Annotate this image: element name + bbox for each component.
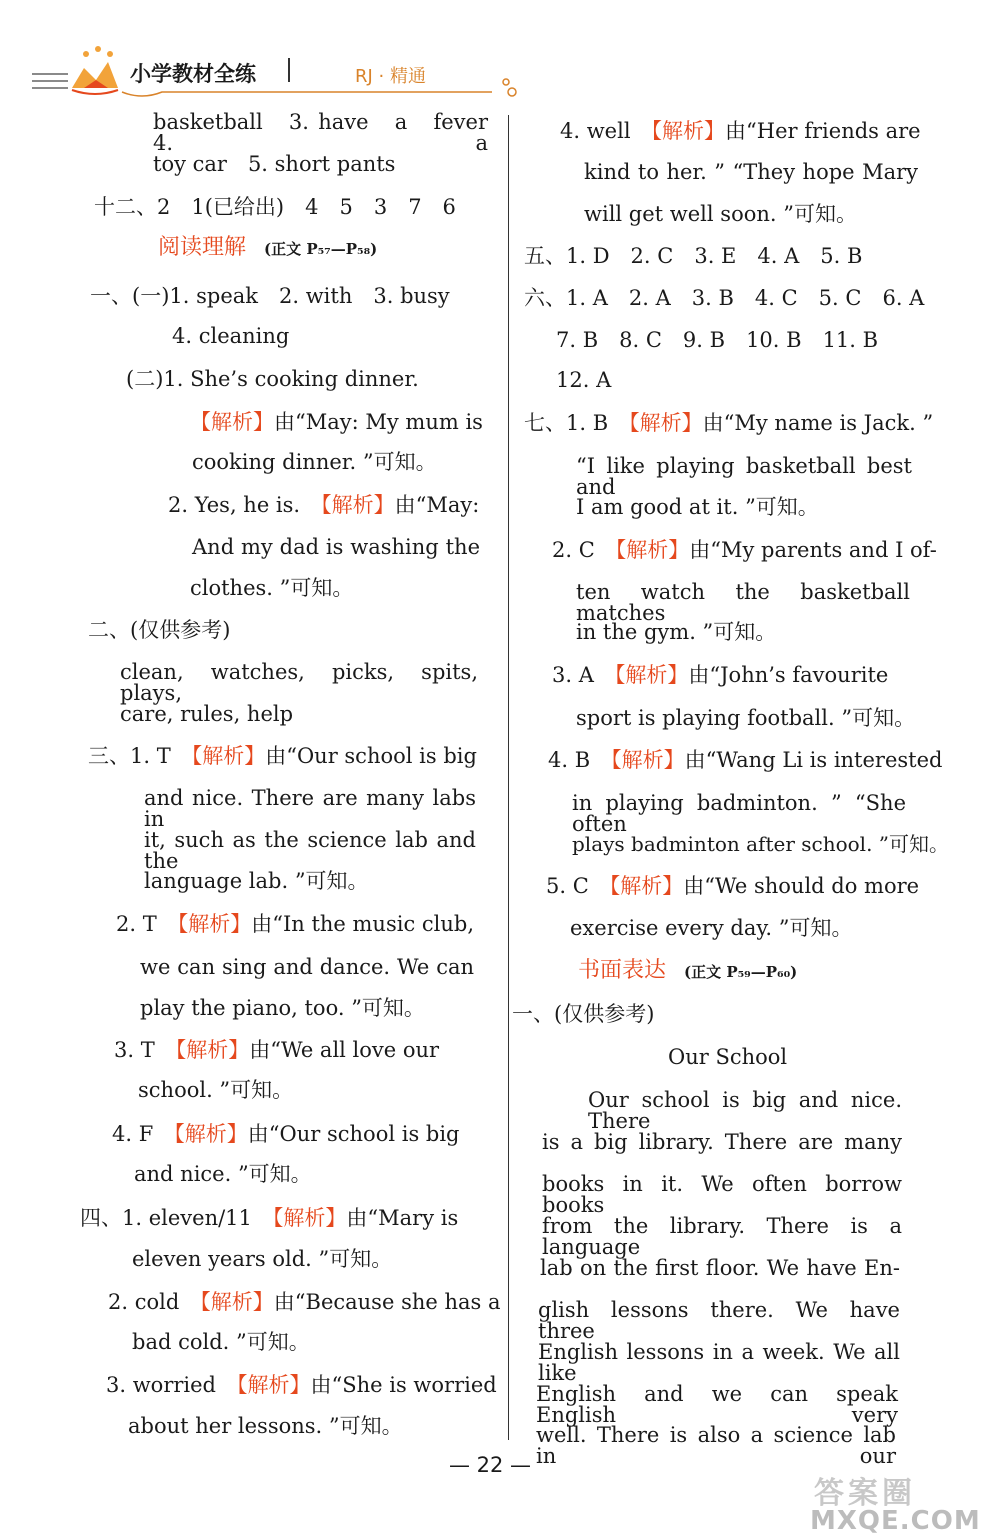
- answer-line: care, rules, help: [120, 702, 294, 726]
- explanation-text: 由“My name is Jack. ”: [702, 411, 934, 435]
- answer-line: [80, 1208, 458, 1229]
- answer-line: [168, 495, 479, 516]
- section-title: 阅读理解: [158, 235, 247, 260]
- answer-line: 二、(仅供参考): [88, 618, 231, 642]
- header-rule: [22, 40, 522, 110]
- explanation-line: bad cold. ”可知。: [132, 1330, 310, 1354]
- watermark-logo: 答案圈: [814, 1476, 916, 1511]
- essay-line: from the library. There is a language: [542, 1214, 902, 1259]
- answer-line: (二)1. She’s cooking dinner.: [126, 367, 419, 391]
- explanation-text: 由“Wang Li is interested: [684, 748, 943, 772]
- section-heading-writing: [578, 960, 797, 982]
- explanation-line: language lab. ”可知。: [144, 869, 369, 893]
- explanation-line: plays badminton after school. ”可知。: [572, 832, 950, 856]
- explanation-line: I am good at it. ”可知。: [576, 495, 819, 519]
- explanation-line: and nice. There are many labs in: [144, 786, 476, 831]
- answer-line: basketball 3. have a fever 4. a: [153, 110, 509, 155]
- essay-title: Our School: [668, 1045, 788, 1069]
- explanation-text: 由“Our school is big: [247, 1122, 460, 1146]
- explanation-line: it, such as the science lab and the: [144, 828, 476, 873]
- answer-text: 3. worried: [106, 1373, 216, 1397]
- answer-line: 7. B 8. C 9. B 10. B 11. B: [556, 328, 879, 352]
- answer-line: [106, 1375, 497, 1396]
- section-page-ref: (正文 P₅₉—P₆₀): [684, 963, 798, 981]
- explanation-text: 由“My parents and I of-: [689, 538, 937, 562]
- explanation-line: exercise every day. ”可知。: [570, 916, 853, 940]
- section-title: 书面表达: [578, 958, 667, 983]
- essay-line: English and we can speak English very: [536, 1382, 898, 1427]
- answer-line: clean, watches, picks, spits, plays,: [120, 660, 478, 705]
- explanation-line: play the piano, too. ”可知。: [140, 996, 425, 1020]
- analysis-tag: 【解析】: [174, 1122, 248, 1146]
- analysis-tag: 【解析】: [191, 744, 266, 768]
- analysis-tag: 【解析】: [272, 1206, 347, 1230]
- explanation-text: 由“Because she has a: [273, 1290, 501, 1314]
- answer-line: 十二、2 1(已给出) 4 5 3 7 6: [94, 195, 456, 219]
- answer-line: [116, 914, 474, 935]
- explanation-line: “I like playing basketball best and: [576, 454, 912, 499]
- explanation-line: sport is playing football. ”可知。: [576, 706, 916, 730]
- explanation-text: 由“John’s favourite: [688, 663, 889, 687]
- analysis-tag: 【解析】: [175, 1038, 250, 1062]
- explanation-line: ten watch the basketball matches: [576, 580, 910, 625]
- explanation-text: 由“She is worried: [310, 1373, 497, 1397]
- page-number: — 22 —: [448, 1453, 532, 1477]
- explanation-text: 由“May:: [394, 493, 480, 517]
- answer-text: 4. B: [548, 748, 591, 772]
- essay-line: Our school is big and nice. There: [588, 1088, 902, 1133]
- answer-text: 4. F: [112, 1122, 154, 1146]
- answer-line: [546, 876, 919, 897]
- explanation-text: 由“May: My mum is: [274, 410, 483, 434]
- analysis-tag: 【解析】: [200, 1290, 274, 1314]
- column-divider: [508, 115, 509, 1440]
- book-title: 小学教材全练: [130, 62, 256, 86]
- explanation-line: cooking dinner. ”可知。: [192, 450, 437, 474]
- analysis-tag: 【解析】: [321, 493, 395, 517]
- answer-line: 4. cleaning: [172, 324, 290, 348]
- answer-text: 2. T: [116, 912, 157, 936]
- answer-line: 12. A: [556, 368, 612, 392]
- analysis-tag: 【解析】: [611, 748, 685, 772]
- explanation-line: kind to her. ” “They hope Mary: [584, 160, 918, 184]
- explanation-line: and nice. ”可知。: [134, 1162, 312, 1186]
- analysis-tag: 【解析】: [629, 411, 703, 435]
- explanation-line: we can sing and dance. We can: [140, 955, 474, 979]
- explanation-line: will get well soon. ”可知。: [584, 202, 857, 226]
- essay-line: is a big library. There are many: [542, 1130, 902, 1154]
- watermark-text: MXQE.COM: [810, 1506, 981, 1536]
- answer-line: [524, 413, 933, 434]
- answer-line: [552, 540, 937, 561]
- explanation-text: 由“We all love our: [249, 1038, 440, 1062]
- answer-text: 2. Yes, he is.: [168, 493, 301, 517]
- answer-text: 5. C: [546, 874, 589, 898]
- explanation-text: 由“Her friends are: [725, 119, 921, 143]
- explanation-line: in the gym. ”可知。: [576, 620, 777, 644]
- analysis-tag: 【解析】: [609, 874, 684, 898]
- essay-line: lab on the first floor. We have En-: [540, 1256, 900, 1280]
- answer-line: 六、1. A 2. A 3. B 4. C 5. C 6. A: [524, 286, 925, 310]
- explanation-line: clothes. ”可知。: [190, 576, 354, 600]
- essay-line: well. There is also a science lab in our: [536, 1423, 896, 1468]
- answer-text: 七、1. B: [524, 411, 609, 435]
- section-page-ref: (正文 P₅₇—P₅₈): [264, 240, 378, 258]
- answer-line: [548, 750, 942, 771]
- explanation-line: [190, 412, 483, 433]
- answer-line: [552, 665, 888, 686]
- watermark: [800, 1468, 981, 1536]
- explanation-text: 由“Mary is: [346, 1206, 459, 1230]
- analysis-tag: 【解析】: [615, 538, 690, 562]
- answer-line: [112, 1124, 460, 1145]
- answer-line: [108, 1292, 501, 1313]
- analysis-tag: 【解析】: [614, 663, 689, 687]
- book-edition: RJ · 精通: [355, 66, 426, 87]
- explanation-text: 由“In the music club,: [251, 912, 475, 936]
- explanation-line: eleven years old. ”可知。: [132, 1247, 393, 1271]
- answer-text: 四、1. eleven/11: [80, 1206, 252, 1230]
- explanation-line: school. ”可知。: [138, 1078, 294, 1102]
- answer-line: [560, 121, 921, 142]
- answer-line: 五、1. D 2. C 3. E 4. A 5. B: [524, 244, 863, 268]
- answer-text: 三、1. T: [88, 744, 171, 768]
- answer-line: 一、(仅供参考): [512, 1002, 655, 1026]
- answer-text: 2. cold: [108, 1290, 180, 1314]
- analysis-tag: 【解析】: [190, 410, 274, 434]
- explanation-line: in playing badminton. ” “She often: [572, 791, 906, 836]
- analysis-tag: 【解析】: [651, 119, 726, 143]
- essay-line: English lessons in a week. We all like: [538, 1340, 900, 1385]
- answer-line: 一、(一)1. speak 2. with 3. busy: [90, 284, 450, 308]
- explanation-text: 由“We should do more: [683, 874, 920, 898]
- essay-line: glish lessons there. We have three: [538, 1298, 900, 1343]
- essay-line: books in it. We often borrow books: [542, 1172, 902, 1217]
- answer-line: [114, 1040, 439, 1061]
- analysis-tag: 【解析】: [237, 1373, 311, 1397]
- answer-line: [88, 746, 477, 767]
- answer-line: toy car 5. short pants: [153, 152, 396, 176]
- explanation-line: And my dad is washing the: [192, 535, 480, 559]
- analysis-tag: 【解析】: [177, 912, 252, 936]
- answer-text: 3. T: [114, 1038, 155, 1062]
- answer-text: 4. well: [560, 119, 631, 143]
- answer-text: 3. A: [552, 663, 594, 687]
- page-header: [22, 40, 522, 110]
- explanation-text: 由“Our school is big: [265, 744, 477, 768]
- answer-text: 2. C: [552, 538, 595, 562]
- explanation-line: about her lessons. ”可知。: [128, 1414, 403, 1438]
- section-heading-reading: [158, 237, 377, 259]
